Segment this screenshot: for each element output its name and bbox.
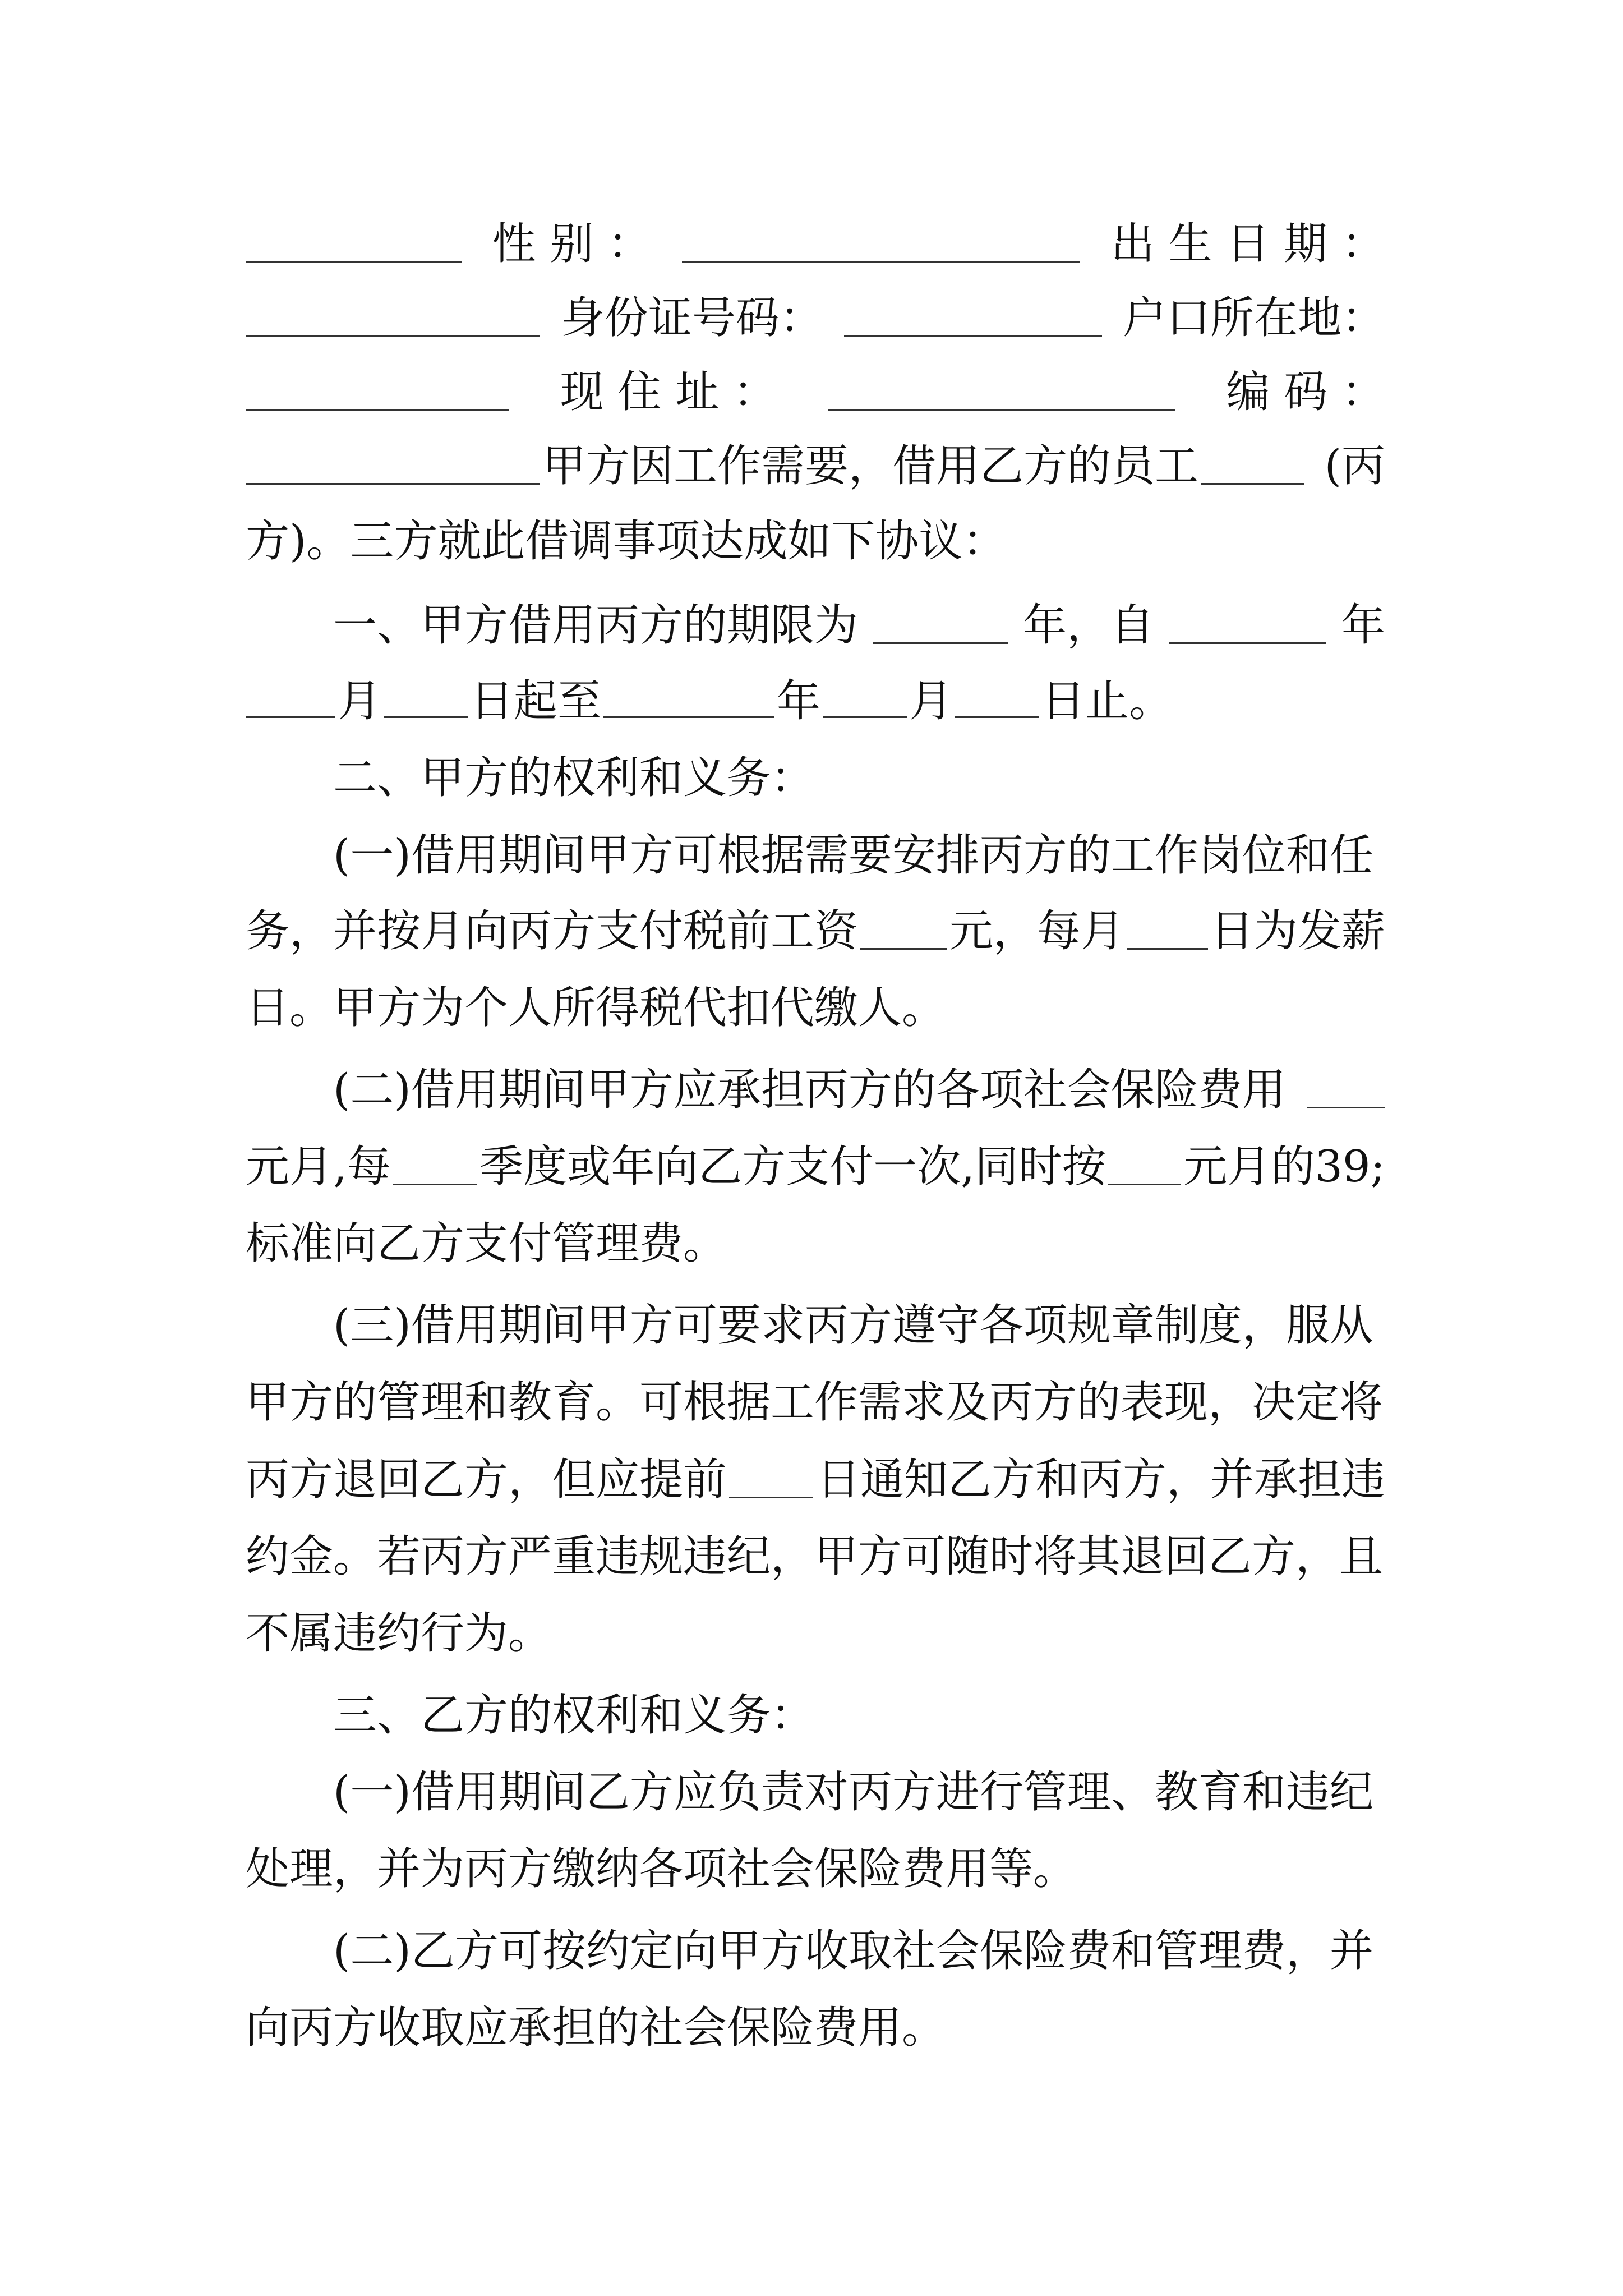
section-3-heading: 三、乙方的权利和义务： xyxy=(333,1690,815,1741)
section-2-item-3-line-1: (三)借用期间甲方可要求丙方遵守各项规章制度，服从 xyxy=(333,1300,1373,1351)
term-years-blank xyxy=(873,608,1008,644)
payment-period-blank xyxy=(393,1149,477,1185)
notice-days-blank xyxy=(729,1462,813,1498)
section-2-item-2-line-1 xyxy=(246,1056,1385,1124)
section-2-item-1-line-3: 日。甲方为个人所得税代扣代缴人。 xyxy=(246,983,946,1033)
personal-info-line-2 xyxy=(246,284,1385,352)
household-label: 户口所在地： xyxy=(1122,293,1385,343)
section-3-item-2-line-2: 向丙方收取应承担的社会保险费用。 xyxy=(246,2003,946,2053)
gender-label: 性 别 ： xyxy=(492,219,652,269)
section-2-item-2-line-3: 标准向乙方支付管理费。 xyxy=(246,1218,727,1269)
section-2-item-1-line-1: (一)借用期间甲方可根据需要安排丙方的工作岗位和任 xyxy=(333,830,1373,881)
section-2-item-3-line-2: 甲方的管理和教育。可根据工作需求及丙方的表现，决定将 xyxy=(246,1377,1384,1428)
end-day-label: 日止。 xyxy=(1041,676,1173,726)
section-2-item-3-line-4: 约金。若丙方严重违规违纪，甲方可随时将其退回乙方，且 xyxy=(246,1531,1384,1582)
day-until-label: 日起至 xyxy=(470,676,602,726)
address-blank xyxy=(828,374,1175,411)
intro-text: 甲方因工作需要，借用乙方的员工 xyxy=(542,441,1199,491)
section-3-item-1-line-1: (一)借用期间乙方应负责对丙方进行管理、教育和违纪 xyxy=(333,1767,1373,1818)
section-2-item-1-line-2 xyxy=(246,898,1385,965)
insurance-each: 元月,每 xyxy=(246,1142,391,1192)
payday-text: 日为发薪 xyxy=(1210,906,1385,956)
return-notice-text: 日通知乙方和丙方，并承担违 xyxy=(816,1455,1385,1505)
salary-unit: 元，每月 xyxy=(949,906,1124,956)
agreement-intro-line xyxy=(246,432,1385,500)
section-2-item-3-line-5: 不属违约行为。 xyxy=(246,1608,552,1659)
management-fee-rate: 元月的39; xyxy=(1183,1142,1385,1192)
employee-name-blank xyxy=(1201,448,1304,485)
end-month-blank xyxy=(823,682,907,718)
intro-text-end: (丙 xyxy=(1324,441,1385,491)
start-year-blank xyxy=(1169,608,1326,644)
clause-1-line-2 xyxy=(246,668,1385,735)
clause-1-year: 年 xyxy=(1341,600,1385,651)
end-day-blank xyxy=(955,682,1039,718)
return-text: 丙方退回乙方，但应提前 xyxy=(246,1455,727,1505)
postcode-blank xyxy=(246,448,540,485)
id-number-blank xyxy=(844,300,1102,337)
month-label: 月 xyxy=(338,676,382,726)
address-label: 现 住 址 ： xyxy=(560,367,777,417)
birthdate-label: 出 生 日 期 ： xyxy=(1110,219,1385,269)
salary-text: 务，并按月向丙方支付税前工资 xyxy=(246,906,859,956)
section-2-item-2-line-2 xyxy=(246,1133,1385,1200)
end-year-label: 年 xyxy=(777,676,821,726)
insurance-text: (二)借用期间甲方应承担丙方的各项社会保险费用 xyxy=(333,1065,1286,1115)
insurance-payment-text: 季度或年向乙方支付一次,同时按 xyxy=(479,1142,1106,1192)
end-year-blank xyxy=(603,682,774,718)
gender-blank xyxy=(682,226,1080,263)
household-blank xyxy=(246,374,509,411)
start-day-blank xyxy=(384,682,468,718)
section-2-heading: 二、甲方的权利和义务： xyxy=(333,753,815,803)
end-month-label: 月 xyxy=(909,676,953,726)
start-month-blank xyxy=(246,682,335,718)
section-2-item-3-line-3 xyxy=(246,1446,1385,1513)
birthdate-blank xyxy=(246,300,540,337)
agreement-intro-continued: 方)。三方就此借调事项达成如下协议： xyxy=(246,516,1007,567)
section-3-item-1-line-2: 处理，并为丙方缴纳各项社会保险费用等。 xyxy=(246,1844,1077,1894)
personal-info-line-1 xyxy=(246,210,1385,278)
name-blank xyxy=(246,226,462,263)
clause-1-line-1 xyxy=(246,592,1385,659)
postcode-label: 编 码 ： xyxy=(1226,367,1385,417)
section-3-item-2-line-1: (二)乙方可按约定向甲方收取社会保险费和管理费，并 xyxy=(333,1926,1373,1976)
clause-1-year-from: 年，自 xyxy=(1022,600,1154,651)
insurance-amount-blank xyxy=(1307,1072,1385,1108)
salary-blank xyxy=(860,913,947,950)
personal-info-line-3 xyxy=(246,358,1385,426)
clause-1-text: 一、甲方借用丙方的期限为 xyxy=(333,600,859,651)
payday-blank xyxy=(1127,913,1208,950)
id-number-label: 身份证号码： xyxy=(560,293,823,343)
management-fee-blank xyxy=(1108,1149,1181,1185)
